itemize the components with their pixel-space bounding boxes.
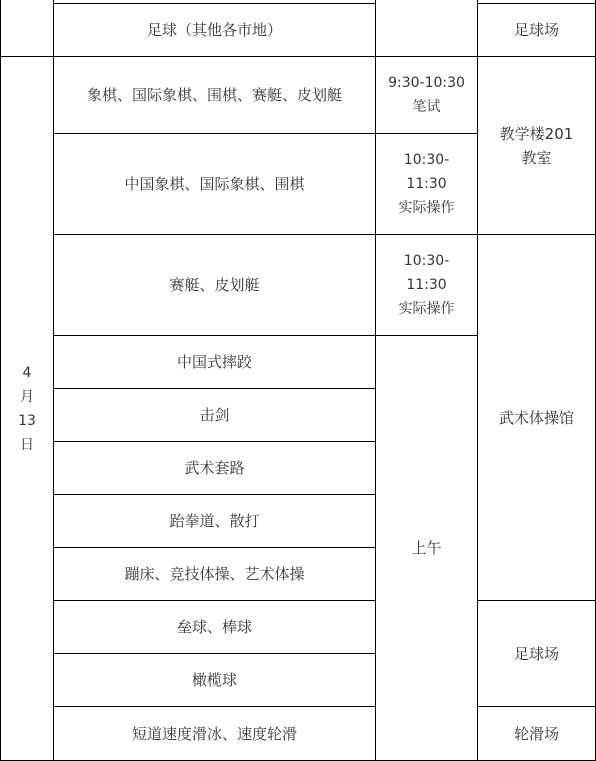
date-cell: [1, 57, 53, 760]
time-line: 11:30: [406, 277, 447, 293]
time-line: 10:30-: [403, 253, 450, 269]
event-cell: 击剑: [199, 406, 230, 424]
time-line: 9:30-10:30: [388, 75, 465, 91]
event-cell: 象棋、国际象棋、围棋、赛艇、皮划艇: [86, 86, 342, 104]
time-cell: [376, 235, 477, 335]
date-part: 13: [18, 412, 36, 429]
time-line: 实际操作: [398, 301, 455, 317]
time-line: 10:30-: [403, 152, 450, 168]
time-line: 笔试: [412, 99, 441, 115]
event-cell: 武术套路: [184, 459, 245, 477]
event-cell: 蹦床、竞技体操、艺术体操: [124, 565, 305, 583]
time-cell: [376, 57, 477, 133]
time-line: 11:30: [406, 176, 447, 192]
event-cell: 跆拳道、散打: [169, 512, 260, 530]
date-part: 4: [22, 364, 32, 381]
time-cell-merged: 上午: [411, 539, 442, 557]
event-cell: 短道速度滑冰、速度轮滑: [131, 724, 297, 743]
time-cell: [376, 134, 477, 234]
event-cell: 中国象棋、国际象棋、围棋: [124, 175, 305, 193]
date-part: 月: [20, 388, 34, 405]
event-cell: 足球（其他各市地）: [146, 21, 282, 39]
date-part: 日: [20, 436, 34, 453]
venue-cell: 轮滑场: [513, 724, 559, 743]
time-line: 实际操作: [398, 200, 455, 216]
venue-cell: 足球场: [513, 21, 559, 39]
event-cell: 橄榄球: [191, 671, 237, 689]
event-cell: 垒球、棒球: [176, 618, 252, 636]
event-cell: 赛艇、皮划艇: [169, 276, 260, 294]
venue-cell: 武术体操馆: [498, 408, 574, 427]
venue-cell: 教学楼201教室: [499, 124, 574, 167]
venue-cell: 足球场: [513, 644, 559, 663]
event-cell: 中国式摔跤: [176, 353, 252, 371]
